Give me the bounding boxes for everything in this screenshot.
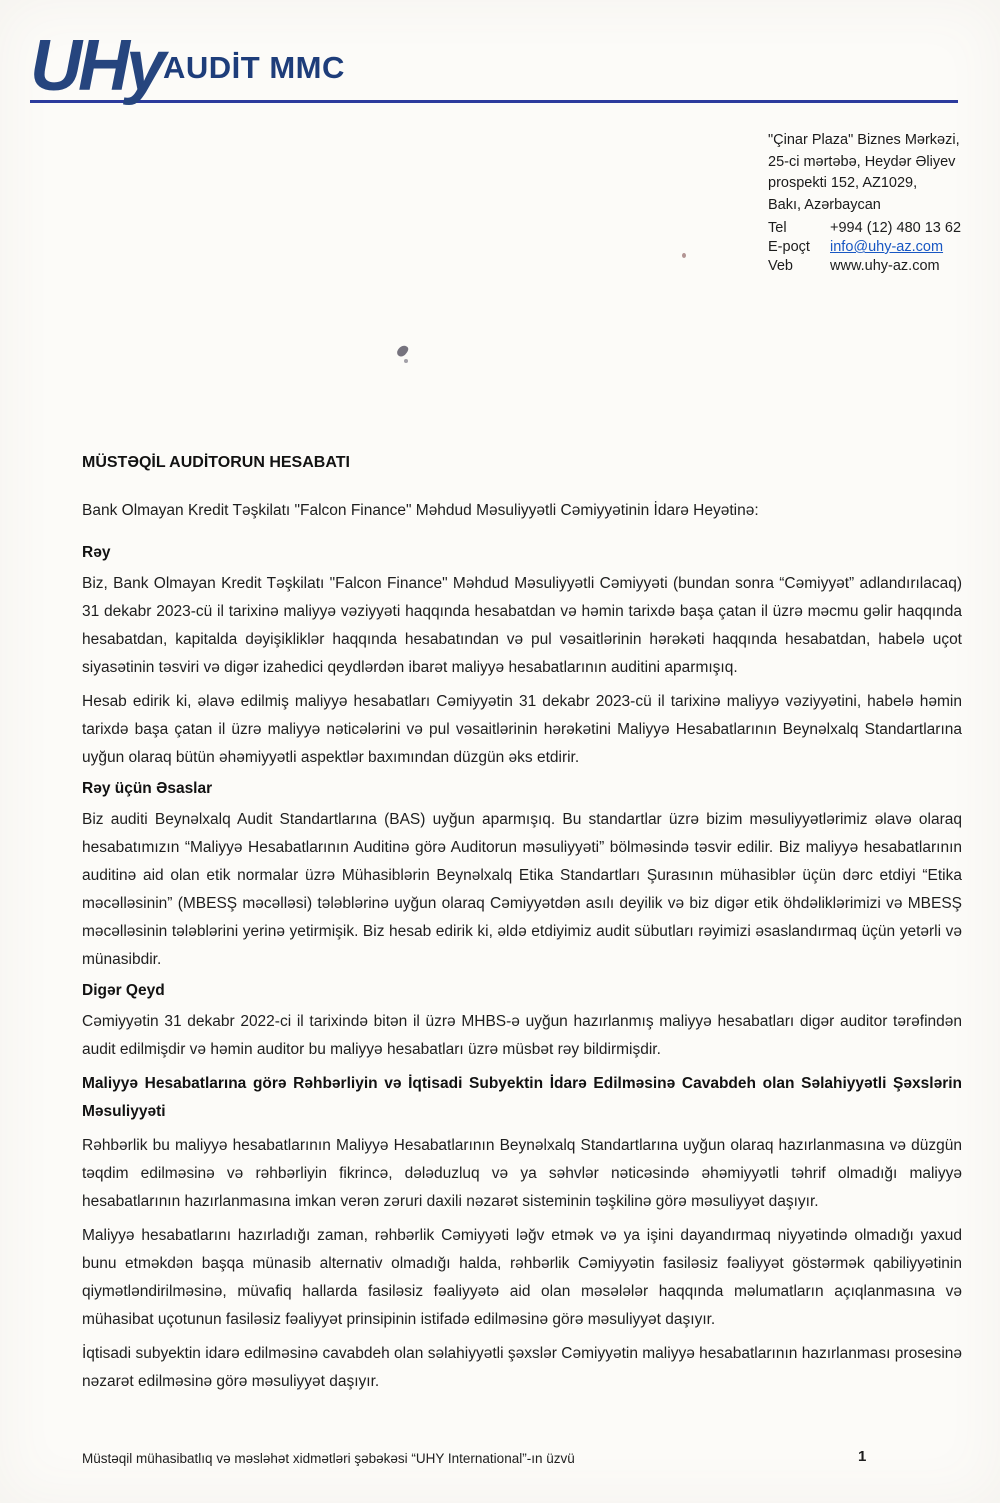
address-line: Bakı, Azərbaycan xyxy=(768,196,881,213)
contact-row-tel xyxy=(768,219,988,238)
report-body xyxy=(82,452,962,1396)
address-line: prospekti 152, AZ1029, xyxy=(768,175,918,191)
tel-label: Tel xyxy=(768,220,787,236)
contact-row-web xyxy=(768,257,988,276)
ink-speck xyxy=(682,253,686,258)
paragraph: Maliyyə hesabatlarını hazırladığı zaman, rəhbərlik Cəmiyyəti ləğv etmək və ya işini dayandırmaq niyyətində olmadığı yaxud bunu etməkdən başqa münasib alternativ olmadığı halda, rəhbərlik Cəmiyyətin fasiləsiz fəaliyyət göstərmək qabiliyyətinin qiymətləndirilməsinə, müvafiq hallarda fasiləsiz fəaliyyətə aid olan məsələlər haqqında məlumatların açıqlanmasına və mühasibat uçotunun fasiləsiz fəaliyyət prinsipinin istifadə edilməsinə görə məsuliyyət daşıyır. xyxy=(82,1227,962,1328)
web-value: www.uhy-az.com xyxy=(830,258,940,274)
ink-speck xyxy=(396,344,410,359)
paragraph: Biz auditi Beynəlxalq Audit Standartlarına (BAS) uyğun aparmışıq. Bu standartlar üzrə bizim məsuliyyətlərimiz əlavə olaraq hesabatımızın “Maliyyə Hesabatlarının Auditinə görə Auditorun məsuliyyəti” bölməsində təsvir edilir. Biz maliyyə hesabatlarının auditinə aid olan etik normalar üzrə Mühasiblərin Beynəlxalq Etika Standartları Şurasının mühasiblər üçün dərc etdiyi “Etika məcəlləsinin” (MBESŞ məcəlləsi) tələblərinə uyğun olaraq Cəmiyyətdən asılı deyilik və biz digər etik öhdəliklərimizi və MBESŞ məcəlləsinin tələblərini yerinə yetirmişik. Biz hesab edirik ki, əldə etdiyimiz audit sübutları rəyimizi əsaslandırmaq üçün yetərli və münasibdir. xyxy=(82,811,962,968)
page-footer xyxy=(82,1450,962,1468)
section-heading-other-matter: Digər Qeyd xyxy=(82,982,165,999)
address-line: 25-ci mərtəbə, Heydər Əliyev xyxy=(768,153,956,170)
report-title: MÜSTƏQİL AUDİTORUN HESABATI xyxy=(82,454,350,471)
paragraph: Cəmiyyətin 31 dekabr 2022-ci il tarixində bitən il üzrə MHBS-ə uyğun hazırlanmış maliyyə hesabatları digər auditor tərəfindən audit edilmişdir və həmin auditor bu maliyyə hesabatları üzrə müsbət rəy bildirmişdir. xyxy=(82,1013,962,1058)
paragraph: Hesab edirik ki, əlavə edilmiş maliyyə hesabatları Cəmiyyətin 31 dekabr 2023-cü il tarixinə maliyyə vəziyyətini, habelə həmin tarixdə başa çatan il üzrə maliyyə nəticələrini və pul vəsaitlərinin hərəkətini Maliyyə Hesabatlarının Beynəlxalq Standartlarına uyğun olaraq bütün əhəmiyyətli aspektlər baxımından düzgün əks etdirir. xyxy=(82,693,962,766)
paragraph: İqtisadi subyektin idarə edilməsinə cavabdeh olan səlahiyyətli şəxslər Cəmiyyətin maliyyə hesabatlarının hazırlanması prosesinə nəzarət edilməsinə görə məsuliyyət daşıyır. xyxy=(82,1345,962,1390)
addressee-line: Bank Olmayan Kredit Təşkilatı "Falcon Finance" Məhdud Məsuliyyətli Cəmiyyətinin İdarə Heyətinə: xyxy=(82,502,759,519)
section-heading-opinion: Rəy xyxy=(82,544,111,561)
contact-row-email xyxy=(768,238,988,257)
uhy-logo: UHy xyxy=(30,26,163,106)
email-link[interactable]: info@uhy-az.com xyxy=(830,239,944,255)
address-line: "Çinar Plaza" Biznes Mərkəzi, xyxy=(768,132,960,148)
page-number: 1 xyxy=(858,1448,867,1465)
email-label: E-poçt xyxy=(768,239,810,255)
section-heading-basis-for-opinion: Rəy üçün Əsaslar xyxy=(82,780,213,797)
tel-value: +994 (12) 480 13 62 xyxy=(830,220,962,236)
footer-membership-note: Müstəqil mühasibatlıq və məsləhət xidmətləri şəbəkəsi “UHY International”-ın üzvü xyxy=(82,1451,575,1466)
letterhead-divider-line xyxy=(30,100,958,103)
ink-speck xyxy=(404,359,408,363)
logo-suffix-audit-mmc: AUDİT MMC xyxy=(163,50,345,85)
section-heading-responsibilities: Maliyyə Hesabatlarına görə Rəhbərliyin və İqtisadi Subyektin İdarə Edilməsinə Cavabdeh olan Səlahiyyətli Şəxslərin Məsuliyyəti xyxy=(82,1075,962,1120)
web-label: Veb xyxy=(768,258,793,274)
company-address xyxy=(768,130,978,216)
contact-details xyxy=(768,219,988,276)
paragraph: Biz, Bank Olmayan Kredit Təşkilatı "Falcon Finance" Məhdud Məsuliyyətli Cəmiyyəti (bundan sonra “Cəmiyyət” adlandırılacaq) 31 dekabr 2023-cü il tarixinə maliyyə vəziyyəti haqqında hesabatdan və həmin tarixdə başa çatan il üzrə məcmu gəlir haqqında hesabatdan, kapitalda dəyişikliklər haqqında hesabatından və pul vəsaitlərinin hərəkəti haqqında hesabatdan, habelə uçot siyasətinin təsviri və digər izahedici qeydlərdən ibarət maliyyə hesabatlarının auditini aparmışıq. xyxy=(82,575,962,676)
paragraph: Rəhbərlik bu maliyyə hesabatlarının Maliyyə Hesabatlarının Beynəlxalq Standartlarına uyğun olaraq hazırlanmasına və düzgün təqdim edilməsinə və rəhbərliyin fikrincə, dələduzluq və ya səhvlər nəticəsində əhəmiyyətli təhrif olmadığı maliyyə hesabatlarının hazırlanmasına imkan verən zəruri daxili nəzarət sisteminin təşkilinə görə məsuliyyət daşıyır. xyxy=(82,1137,962,1210)
